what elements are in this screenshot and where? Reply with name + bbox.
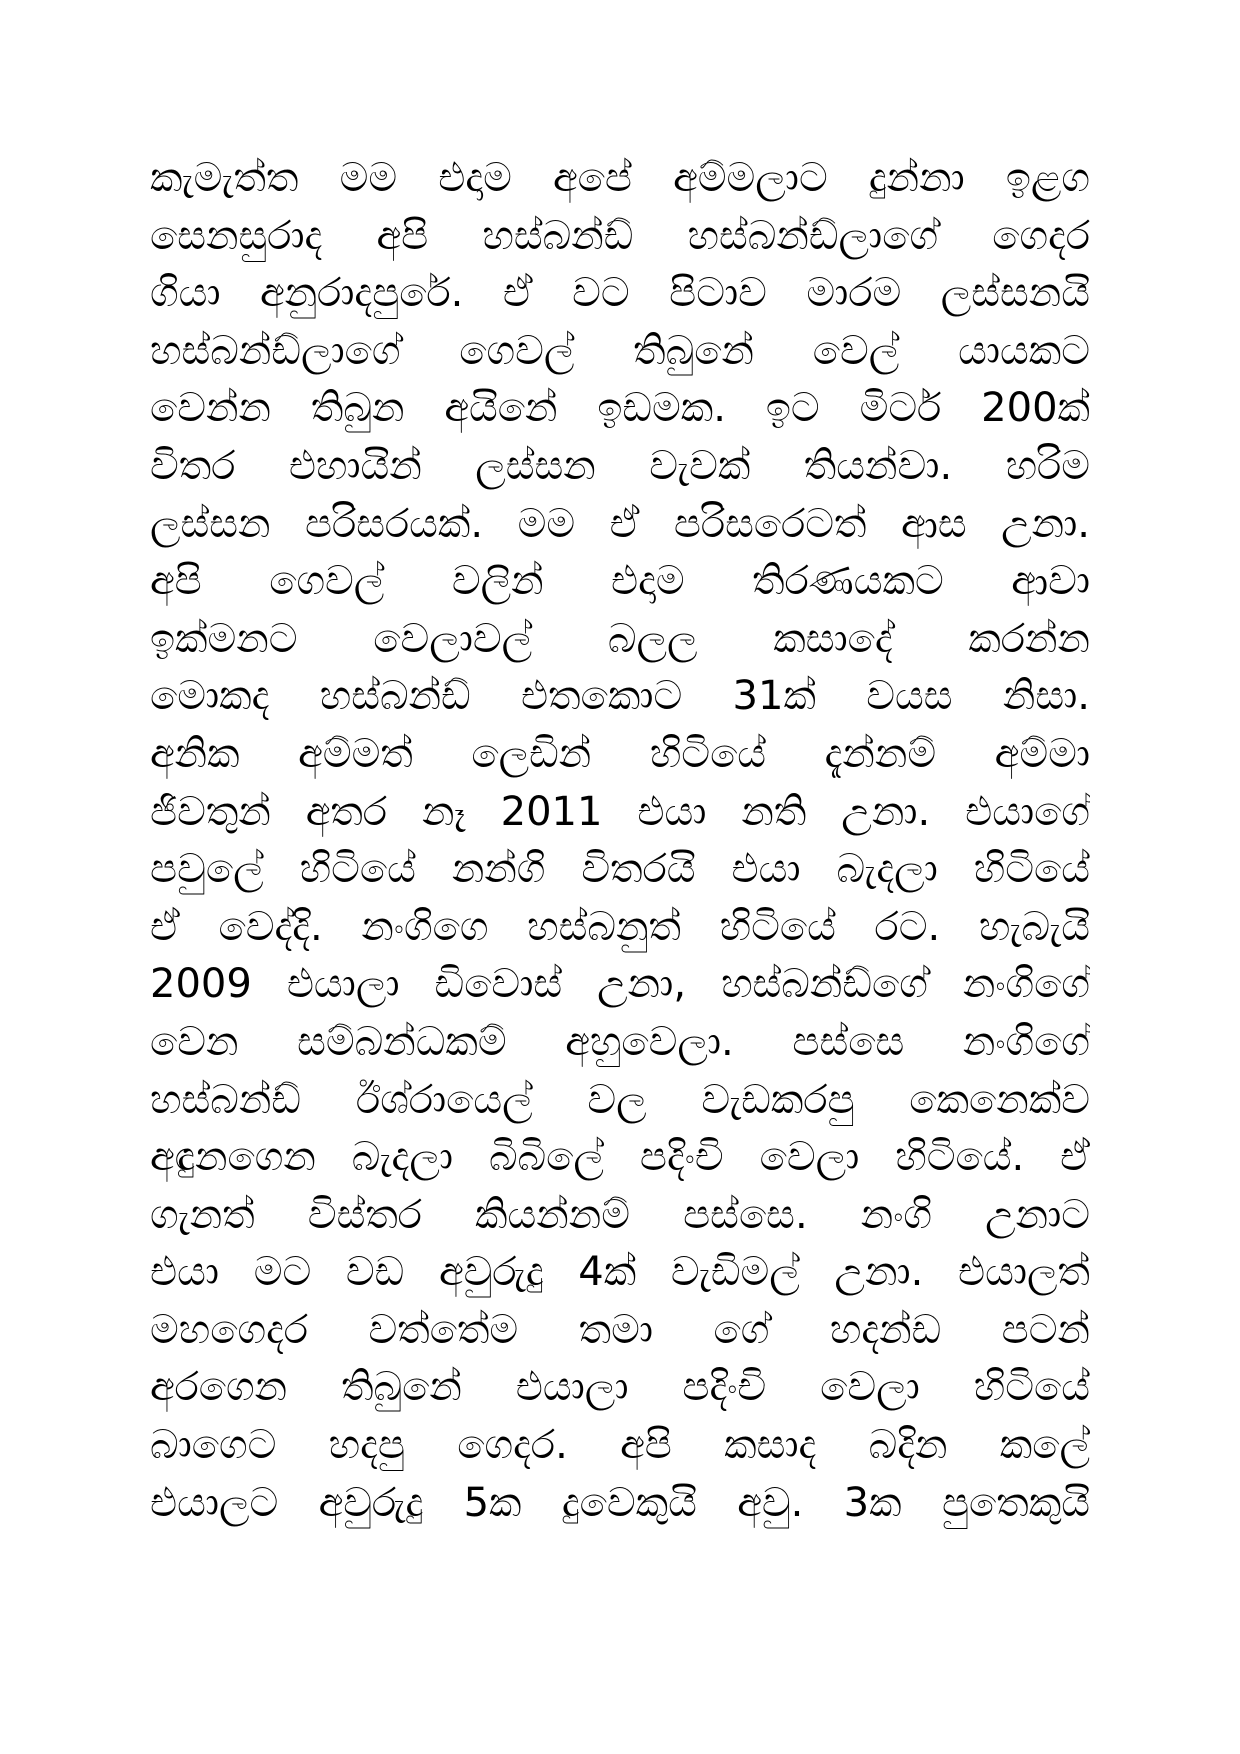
text-line: ජිවතුන් අතර නෑ 2011 එයා නති උනා. එයාගේ xyxy=(150,788,1090,835)
text-line: හස්බන්ඩ්ලාගේ ගෙවල් තිබුනේ වෙල් යායකට xyxy=(150,327,1090,374)
text-line: මහගෙදර වත්තේම තමා ගේ හදන්ඩ පටන් xyxy=(150,1306,1090,1353)
text-line: අඳුනගෙන බැදලා බිබිලේ පදිංචි වෙලා හිටියේ. ඒ xyxy=(150,1134,1090,1181)
text-line: එයා මට වඩ අවුරුදු 4ක් වැඩිමල් උනා. එයාලත් xyxy=(150,1249,1090,1296)
text-line: ඒ වෙද්දි. නංගිගෙ හස්බනුත් හිටියේ රට. හැබැයි xyxy=(150,903,1090,950)
text-line: බාගෙට හදපු ගෙදර. අපි කසාද බදින කලේ xyxy=(150,1422,1090,1469)
text-line: ගැනත් විස්තර කියන්නම් පස්සෙ. නංගි උනාට xyxy=(150,1191,1090,1238)
text-line: ලස්සන පරිසරයක්. මම ඒ පරිසරෙටත් ආස උනා. xyxy=(150,500,1090,547)
text-line: මොකද හස්බන්ඩ් එතකොට 31ක් වයස නිසා. xyxy=(150,673,1090,720)
text-line: විතර එහායින් ලස්සන වැවක් තියන්වා. හරිම xyxy=(150,442,1090,489)
text-line: වෙන සම්බන්ධකම් අහුවෙලා. පස්සෙ නංගිගේ xyxy=(150,1018,1090,1065)
text-line: කැමැත්ත මම එදාම අපේ අම්මලාට දුන්නා ඉළග xyxy=(150,155,1090,201)
text-line: අනික අම්මත් ලෙඩින් හිටියේ දැන්නම් අම්මා xyxy=(150,730,1090,777)
text-line: ගියා අනුරාදපුරේ. ඒ වට පිටාව මාරම ලස්සනයි xyxy=(150,270,1090,317)
text-line: අපි ගෙවල් වලින් එදාම තිරණයකට ආවා xyxy=(150,558,1090,605)
text-line: එයාලට අවුරුදු 5ක දුවෙකුයි අවු. 3ක පුතෙකුයි xyxy=(150,1479,1090,1526)
text-line: සෙනසුරාද අපි හස්බන්ඩ් හස්බන්ඩ්ලාගේ ගෙදර xyxy=(150,212,1090,259)
text-line: වෙන්න තිබුන අයිනේ ඉඩමක. ඉට මිටර් 200ක් xyxy=(150,385,1090,432)
text-line: හස්බන්ඩ් ඊශ්රායෙල් වල වැඩකරපු කෙනෙක්ව xyxy=(150,1076,1090,1123)
text-line: අරගෙන තිබුනේ එයාලා පදිංචි වෙලා හිටියේ xyxy=(150,1364,1090,1411)
text-line: පවුලේ හිටියේ නන්ගි විතරයි එයා බැදලා හිටියේ xyxy=(150,846,1090,893)
body-text xyxy=(150,150,1090,1532)
text-line: 2009 එයාලා ඩිවොස් උනා, හස්බන්ඩ්ගේ නංගිගේ xyxy=(150,961,1090,1008)
text-line: ඉක්මනට වෙලාවල් බලල කසාදේ කරන්න xyxy=(150,615,1090,662)
